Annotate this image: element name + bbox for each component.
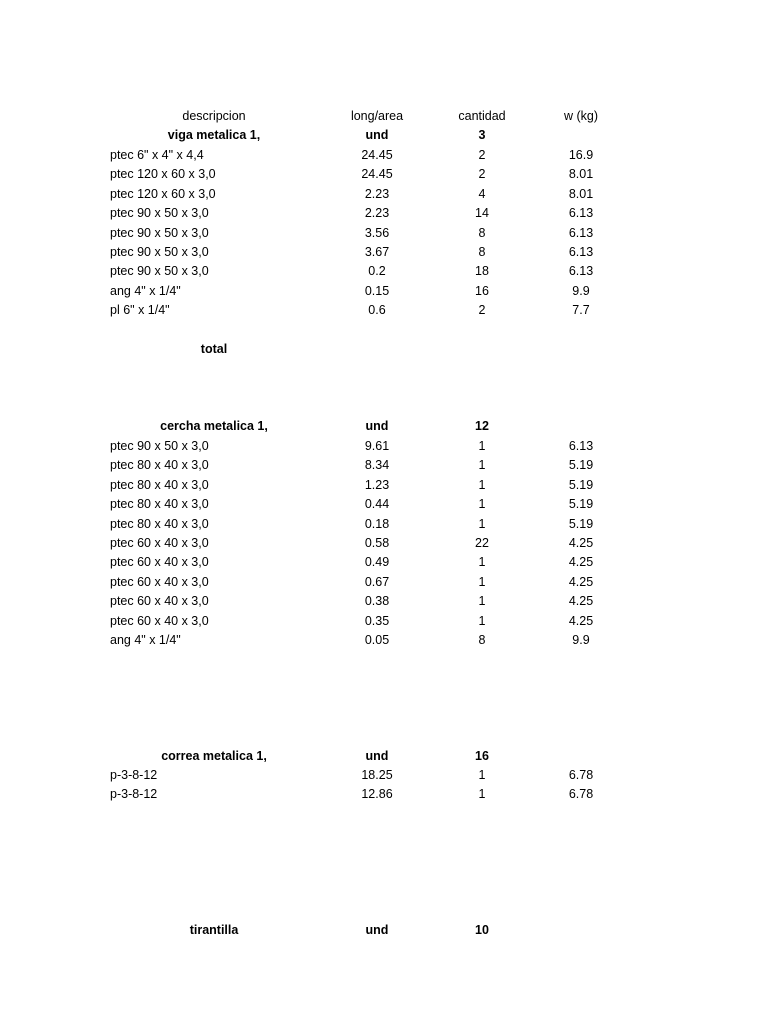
cell-weight: 6.13 xyxy=(568,439,594,453)
table-row xyxy=(0,515,768,534)
section-qty: 16 xyxy=(475,749,489,763)
section-qty: 10 xyxy=(475,923,489,937)
cell-weight: 9.9 xyxy=(572,283,590,298)
cell-cantidad: 1 xyxy=(478,497,486,512)
cell-cantidad: 16 xyxy=(475,283,489,298)
cell-long-area: 0.67 xyxy=(364,574,390,589)
cell-description: ptec 90 x 50 x 3,0 xyxy=(110,245,209,259)
cell-long-area: 0.15 xyxy=(364,283,390,298)
cell-long-area: 8.34 xyxy=(364,458,390,473)
cell-weight: 5.19 xyxy=(568,477,594,492)
cell-cantidad: 1 xyxy=(478,477,486,492)
cell-long-area: 18.25 xyxy=(361,768,393,782)
cell-long-area: 0.38 xyxy=(364,594,390,609)
table-row xyxy=(0,243,768,262)
cell-description: ptec 90 x 50 x 3,0 xyxy=(110,206,209,221)
table-row xyxy=(0,612,768,631)
cell-description: ptec 60 x 40 x 3,0 xyxy=(110,594,209,609)
section-unit: und xyxy=(365,128,389,142)
table-row xyxy=(0,185,768,204)
table-row xyxy=(0,631,768,650)
cell-long-area: 3.67 xyxy=(364,245,390,259)
cell-description: ptec 60 x 40 x 3,0 xyxy=(110,613,209,628)
cell-long-area: 0.44 xyxy=(364,497,390,512)
cell-description: ptec 120 x 60 x 3,0 xyxy=(110,186,216,201)
cell-long-area: 1.23 xyxy=(364,477,390,492)
table-row xyxy=(0,262,768,281)
cell-long-area: 0.35 xyxy=(364,613,390,628)
cell-cantidad: 18 xyxy=(475,264,489,279)
table-row xyxy=(0,204,768,223)
cell-description: ptec 60 x 40 x 3,0 xyxy=(110,574,209,589)
section-title: viga metalica 1, xyxy=(167,128,261,142)
cell-weight: 5.19 xyxy=(568,516,594,531)
cell-weight: 5.19 xyxy=(568,497,594,512)
cell-long-area: 24.45 xyxy=(361,167,393,182)
cell-cantidad: 1 xyxy=(478,439,486,453)
section-unit: und xyxy=(365,749,389,763)
cell-long-area: 0.6 xyxy=(368,303,386,318)
cell-cantidad: 1 xyxy=(478,613,486,628)
cell-weight: 6.13 xyxy=(568,225,594,240)
section-qty: 12 xyxy=(475,419,489,433)
cell-weight: 6.78 xyxy=(568,768,594,782)
section-title: correa metalica 1, xyxy=(161,749,267,763)
table-row xyxy=(0,785,768,804)
cell-description: ptec 90 x 50 x 3,0 xyxy=(110,264,209,279)
cell-weight: 6.13 xyxy=(568,264,594,279)
section-title: tirantilla xyxy=(189,923,239,937)
header-long-area: long/area xyxy=(350,109,404,123)
cell-long-area: 0.05 xyxy=(364,633,390,647)
cell-long-area: 3.56 xyxy=(364,225,390,240)
table-row xyxy=(0,456,768,475)
cell-cantidad: 8 xyxy=(478,225,486,240)
table-row xyxy=(0,573,768,592)
cell-cantidad: 8 xyxy=(478,633,486,647)
cell-description: ang 4" x 1/4" xyxy=(110,283,181,298)
cell-long-area: 0.2 xyxy=(368,264,386,279)
cell-description: ptec 90 x 50 x 3,0 xyxy=(110,439,209,453)
table-row xyxy=(0,282,768,301)
section-title-row xyxy=(0,126,768,145)
cell-description: pl 6" x 1/4" xyxy=(110,303,170,318)
cell-description: ptec 60 x 40 x 3,0 xyxy=(110,536,209,550)
cell-weight: 6.78 xyxy=(568,787,594,802)
cell-long-area: 0.49 xyxy=(364,555,390,570)
total-label: total xyxy=(200,342,228,356)
cell-description: ptec 80 x 40 x 3,0 xyxy=(110,477,209,492)
cell-weight: 8.01 xyxy=(568,167,594,182)
cell-cantidad: 22 xyxy=(475,536,489,550)
cell-long-area: 0.58 xyxy=(364,536,390,550)
cell-long-area: 2.23 xyxy=(364,206,390,221)
section-title-row xyxy=(0,747,768,766)
cell-cantidad: 2 xyxy=(478,148,486,162)
table-row xyxy=(0,476,768,495)
table-row xyxy=(0,301,768,320)
cell-description: ptec 120 x 60 x 3,0 xyxy=(110,167,216,182)
cell-weight: 4.25 xyxy=(568,613,594,628)
table-row xyxy=(0,146,768,165)
header-cantidad: cantidad xyxy=(458,109,506,123)
table-row xyxy=(0,592,768,611)
cell-weight: 7.7 xyxy=(572,303,590,318)
cell-description: p-3-8-12 xyxy=(110,768,158,782)
cell-weight: 5.19 xyxy=(568,458,594,473)
cell-weight: 6.13 xyxy=(568,206,594,221)
total-row xyxy=(0,340,768,359)
header-weight: w (kg) xyxy=(563,109,599,123)
cell-weight: 9.9 xyxy=(572,633,590,647)
cell-cantidad: 1 xyxy=(478,516,486,531)
cell-weight: 4.25 xyxy=(568,574,594,589)
cell-long-area: 2.23 xyxy=(364,186,390,201)
cell-cantidad: 14 xyxy=(475,206,489,221)
section-title-row xyxy=(0,417,768,436)
header-row xyxy=(0,107,768,126)
cell-cantidad: 1 xyxy=(478,555,486,570)
section-title: cercha metalica 1, xyxy=(160,419,268,433)
cell-cantidad: 1 xyxy=(478,574,486,589)
cell-weight: 4.25 xyxy=(568,536,594,550)
cell-description: ptec 90 x 50 x 3,0 xyxy=(110,225,209,240)
cell-description: p-3-8-12 xyxy=(110,787,158,802)
header-descripcion: descripcion xyxy=(182,109,246,123)
cell-description: ptec 6" x 4" x 4,4 xyxy=(110,148,204,162)
cell-cantidad: 1 xyxy=(478,787,486,802)
cell-long-area: 9.61 xyxy=(364,439,390,453)
table-row xyxy=(0,165,768,184)
table-row xyxy=(0,224,768,243)
section-unit: und xyxy=(365,923,389,937)
cell-description: ang 4" x 1/4" xyxy=(110,633,181,647)
table-row xyxy=(0,437,768,456)
section-qty: 3 xyxy=(478,128,486,142)
cell-cantidad: 8 xyxy=(478,245,486,259)
cell-cantidad: 4 xyxy=(478,186,486,201)
table-row xyxy=(0,495,768,514)
table-row xyxy=(0,534,768,553)
cell-long-area: 0.18 xyxy=(364,516,390,531)
cell-long-area: 12.86 xyxy=(361,787,393,802)
cell-cantidad: 1 xyxy=(478,458,486,473)
cell-long-area: 24.45 xyxy=(361,148,393,162)
cell-description: ptec 80 x 40 x 3,0 xyxy=(110,516,209,531)
section-unit: und xyxy=(365,419,389,433)
cell-weight: 4.25 xyxy=(568,555,594,570)
cell-description: ptec 60 x 40 x 3,0 xyxy=(110,555,209,570)
cell-weight: 8.01 xyxy=(568,186,594,201)
cell-cantidad: 2 xyxy=(478,303,486,318)
cell-description: ptec 80 x 40 x 3,0 xyxy=(110,497,209,512)
cell-cantidad: 1 xyxy=(478,768,486,782)
section-title-row xyxy=(0,921,768,940)
cell-weight: 6.13 xyxy=(568,245,594,259)
cell-description: ptec 80 x 40 x 3,0 xyxy=(110,458,209,473)
cell-weight: 16.9 xyxy=(568,148,594,162)
cell-cantidad: 2 xyxy=(478,167,486,182)
table-row xyxy=(0,766,768,785)
table-row xyxy=(0,553,768,572)
cell-weight: 4.25 xyxy=(568,594,594,609)
cell-cantidad: 1 xyxy=(478,594,486,609)
